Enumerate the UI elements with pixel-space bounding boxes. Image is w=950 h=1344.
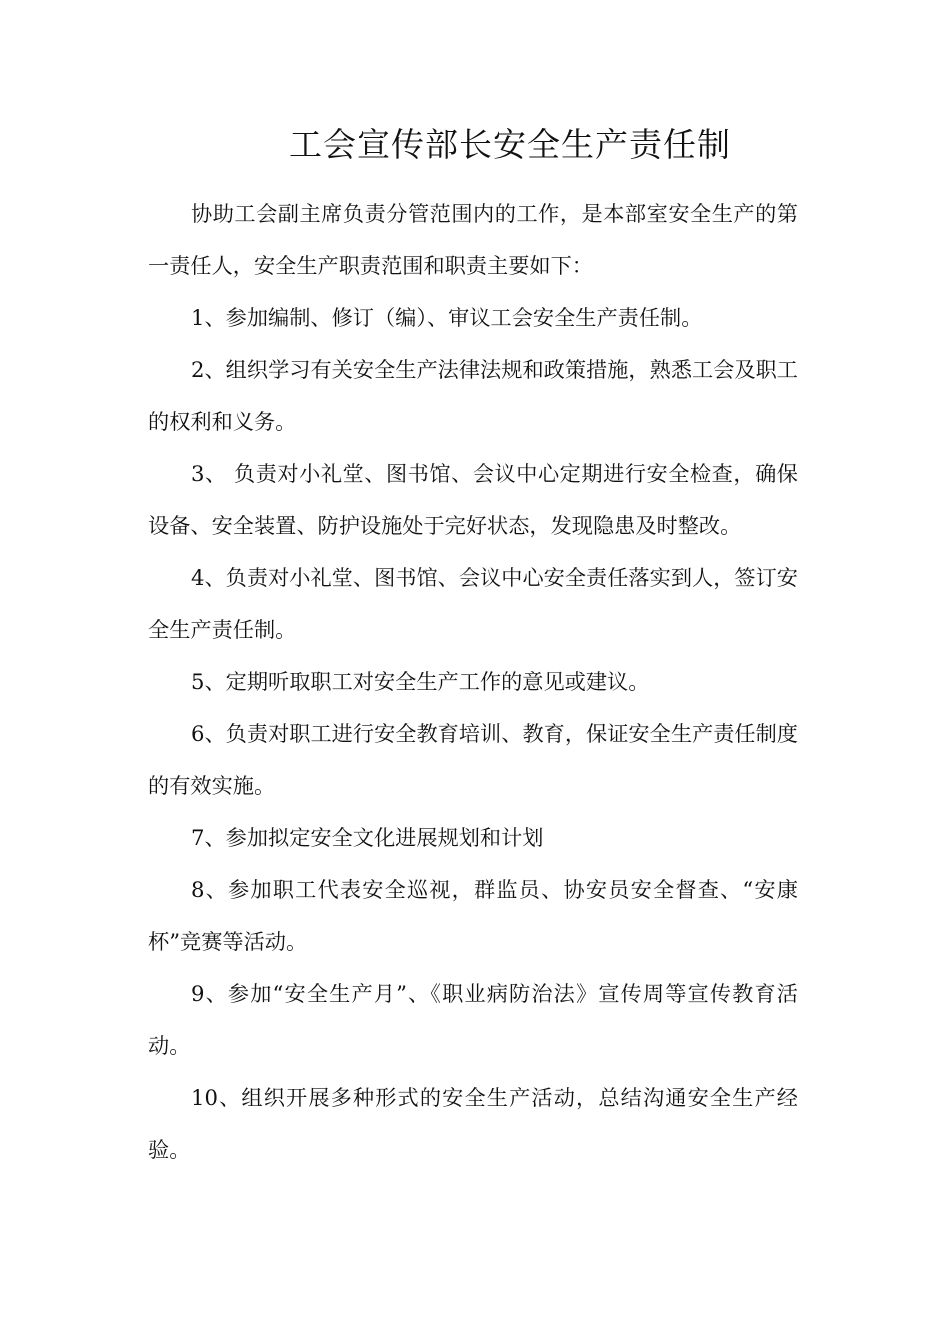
paragraph-item-4: 4、负责对小礼堂、图书馆、会议中心安全责任落实到人，签订安全生产责任制。: [148, 565, 798, 642]
paragraph-item-6: 6、负责对职工进行安全教育培训、教育，保证安全生产责任制度的有效实施。: [148, 721, 798, 798]
paragraph-item-1: 1、参加编制、修订（编）、审议工会安全生产责任制。: [191, 305, 703, 330]
paragraph-item-7: 7、参加拟定安全文化进展规划和计划: [191, 825, 544, 850]
paragraph-item-2: 2、组织学习有关安全生产法律法规和政策措施，熟悉工会及职工的权利和义务。: [148, 357, 798, 434]
paragraph-item-5: 5、定期听取职工对安全生产工作的意见或建议。: [191, 669, 650, 694]
paragraph-item-9: 9、参加“安全生产月”、《职业病防治法》宣传周等宣传教育活动。: [148, 981, 798, 1058]
paragraph-item-3: 3、 负责对小礼堂、图书馆、会议中心定期进行安全检查，确保设备、安全装置、防护设施处于完好状态，发现隐患及时整改。: [148, 461, 798, 538]
paragraph-intro: 协助工会副主席负责分管范围内的工作，是本部室安全生产的第一责任人，安全生产职责范围和职责主要如下：: [148, 201, 798, 278]
document-body: [148, 188, 798, 1176]
paragraph-item-8: 8、参加职工代表安全巡视，群监员、协安员安全督查、“安康杯”竞赛等活动。: [148, 877, 798, 954]
paragraph-item-10: 10、组织开展多种形式的安全生产活动，总结沟通安全生产经验。: [148, 1085, 798, 1162]
document-title: 工会宣传部长安全生产责任制: [289, 125, 731, 164]
